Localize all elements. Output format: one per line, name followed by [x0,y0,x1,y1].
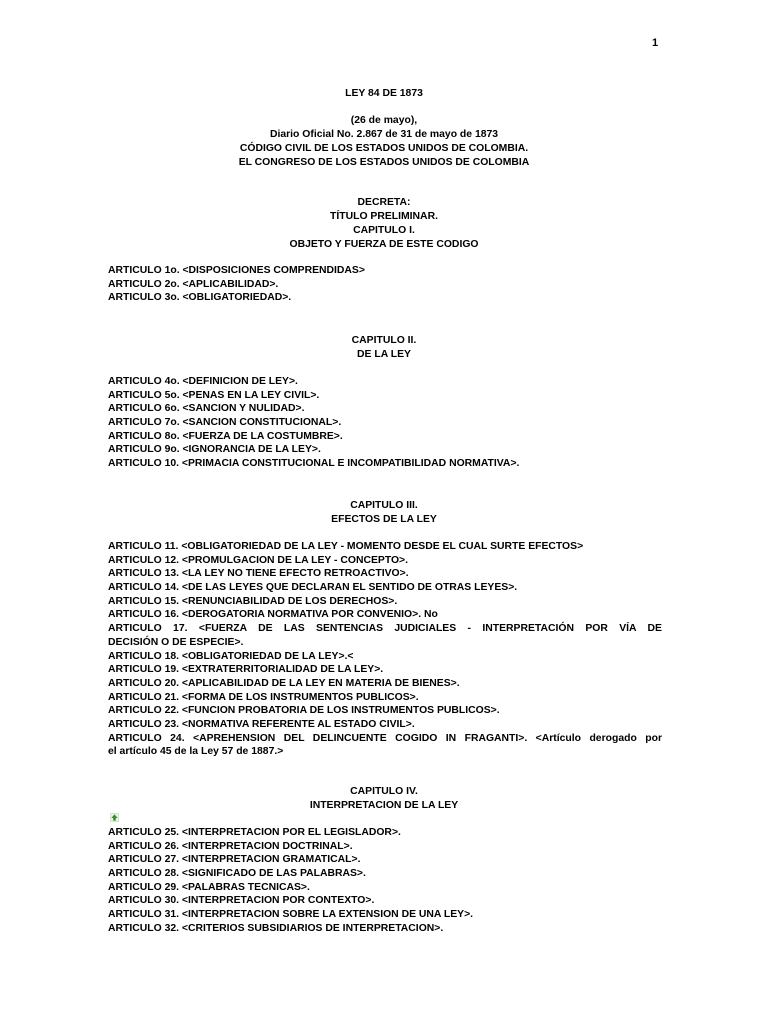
article-item: ARTICULO 6o. <SANCION Y NULIDAD>. [108,403,305,415]
law-metadata [0,114,768,170]
article-24-line-1: ARTICULO 24. <APREHENSION DEL DELINCUENTE COGIDO IN FRAGANTI>. <Artículo derogado por [108,732,662,744]
law-title: LEY 84 DE 1873 [345,88,423,99]
chapter-3-header [0,499,768,527]
gazette-reference: Diario Oficial No. 2.867 de 31 de mayo de 1873 [269,129,499,140]
article-item: ARTICULO 3o. <OBLIGATORIEDAD>. [108,292,292,304]
article-item: ARTICULO 28. <SIGNIFICADO DE LAS PALABRAS>. [108,868,366,880]
chapter-4-subtitle: INTERPRETACION DE LA LEY [309,800,459,811]
article-24-line-2: el artículo 45 de la Ley 57 de 1887.> [108,746,284,758]
article-item: ARTICULO 12. <PROMULGACION DE LA LEY - CONCEPTO>. [108,554,409,566]
law-date: (26 de mayo), [350,115,418,126]
article-item: ARTICULO 7o. <SANCION CONSTITUCIONAL>. [108,417,342,429]
article-item: ARTICULO 20. <APLICABILIDAD DE LA LEY EN MATERIA DE BIENES>. [108,677,460,689]
chapter-1-title: CAPITULO I. [353,225,415,236]
chapter-4-article-list [108,826,662,936]
article-item: ARTICULO 1o. <DISPOSICIONES COMPRENDIDAS> [108,265,365,276]
chapter-1-subtitle: OBJETO Y FUERZA DE ESTE CODIGO [289,239,479,250]
article-item: ARTICULO 13. <LA LEY NO TIENE EFECTO RETROACTIVO>. [108,568,409,580]
article-item: ARTICULO 16. <DEROGATORIA NORMATIVA POR CONVENIO>. No [108,609,438,621]
article-item: ARTICULO 29. <PALABRAS TECNICAS>. [108,881,310,893]
article-item: ARTICULO 30. <INTERPRETACION POR CONTEXTO>. [108,895,375,907]
article-item: ARTICULO 10. <PRIMACIA CONSTITUCIONAL E INCOMPATIBILIDAD NORMATIVA>. [108,458,520,470]
up-arrow-icon[interactable] [110,813,119,822]
article-17-line-1: ARTICULO 17. <FUERZA DE LAS SENTENCIAS JUDICIALES - INTERPRETACIÓN POR VÍA DE [108,623,662,635]
chapter-2-subtitle: DE LA LEY [357,349,411,360]
titulo-preliminar: TÍTULO PRELIMINAR. [330,211,438,222]
chapter-3-article-list [108,540,662,759]
chapter-2-title: CAPITULO II. [351,335,417,346]
chapter-4-title: CAPITULO IV. [350,786,418,797]
article-17-line-2: DECISIÓN O DE ESPECIE>. [108,636,244,648]
article-item: ARTICULO 4o. <DEFINICION DE LEY>. [108,376,298,387]
chapter-3-title: CAPITULO III. [350,500,418,511]
article-item: ARTICULO 18. <OBLIGATORIEDAD DE LA LEY>.< [108,650,354,662]
article-item: ARTICULO 5o. <PENAS EN LA LEY CIVIL>. [108,389,320,401]
article-item: ARTICULO 19. <EXTRATERRITORIALIDAD DE LA LEY>. [108,664,384,676]
decreta-label: DECRETA: [357,197,411,208]
article-item: ARTICULO 27. <INTERPRETACION GRAMATICAL>. [108,854,361,866]
article-item: ARTICULO 2o. <APLICABILIDAD>. [108,278,279,290]
article-item: ARTICULO 11. <OBLIGATORIEDAD DE LA LEY - MOMENTO DESDE EL CUAL SURTE EFECTOS> [108,541,584,552]
chapter-3-subtitle: EFECTOS DE LA LEY [331,514,437,525]
article-item: ARTICULO 8o. <FUERZA DE LA COSTUMBRE>. [108,430,343,442]
article-item: ARTICULO 25. <INTERPRETACION POR EL LEGISLADOR>. [108,827,401,838]
article-item: ARTICULO 32. <CRITERIOS SUBSIDIARIOS DE INTERPRETACION>. [108,922,444,934]
article-item: ARTICULO 26. <INTERPRETACION DOCTRINAL>. [108,840,353,852]
article-item: ARTICULO 21. <FORMA DE LOS INSTRUMENTOS PUBLICOS>. [108,691,419,703]
law-header [0,87,768,101]
chapter-2-article-list [108,375,662,471]
page-number: 1 [652,37,659,49]
chapter-4-header [0,785,768,813]
article-item: ARTICULO 31. <INTERPRETACION SOBRE LA EXTENSION DE UNA LEY>. [108,909,474,921]
code-name: CÓDIGO CIVIL DE LOS ESTADOS UNIDOS DE COLOMBIA. [239,143,529,154]
chapter-2-header [0,334,768,362]
article-item: ARTICULO 22. <FUNCION PROBATORIA DE LOS INSTRUMENTOS PUBLICOS>. [108,705,500,717]
chapter-1-article-list [108,264,662,305]
article-item: ARTICULO 9o. <IGNORANCIA DE LA LEY>. [108,444,321,456]
article-item: ARTICULO 14. <DE LAS LEYES QUE DECLARAN EL SENTIDO DE OTRAS LEYES>. [108,582,518,594]
congress-line: EL CONGRESO DE LOS ESTADOS UNIDOS DE COLOMBIA [238,157,530,168]
decree-header [0,196,768,252]
article-item: ARTICULO 23. <NORMATIVA REFERENTE AL ESTADO CIVIL>. [108,718,415,730]
article-item: ARTICULO 15. <RENUNCIABILIDAD DE LOS DERECHOS>. [108,595,398,607]
